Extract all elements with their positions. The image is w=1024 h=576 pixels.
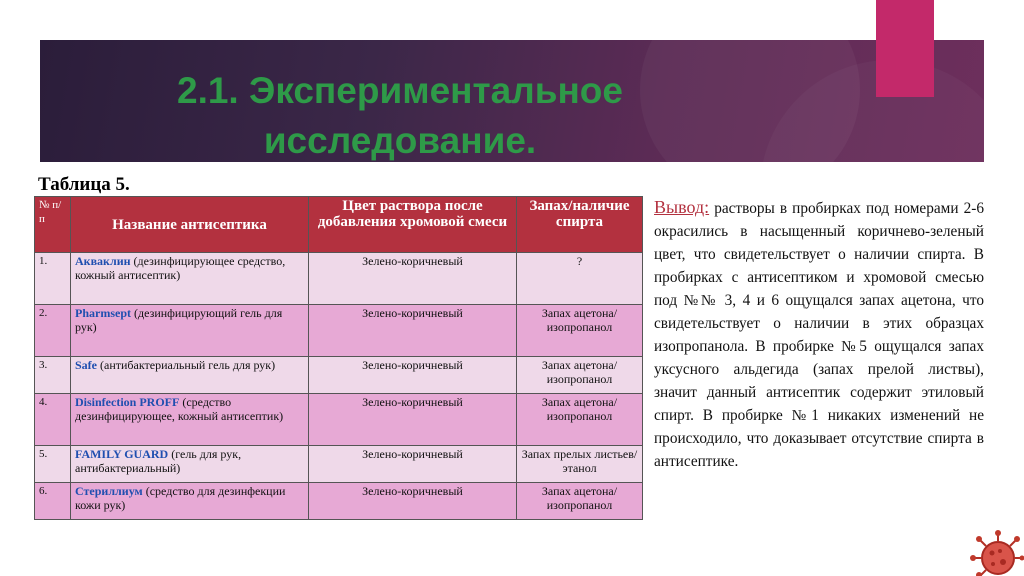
row-num: 3. <box>35 357 71 394</box>
table-caption: Таблица 5. <box>38 174 130 195</box>
row-color: Зелено-коричневый <box>309 483 517 520</box>
row-name <box>71 253 309 305</box>
brand-name: Pharmsept <box>75 306 131 320</box>
header-num: № п/п <box>35 197 71 253</box>
table-row <box>35 394 643 446</box>
table-row <box>35 357 643 394</box>
row-color: Зелено-коричневый <box>309 357 517 394</box>
row-num: 6. <box>35 483 71 520</box>
row-smell: ? <box>517 253 643 305</box>
brand-desc: (гель для рук, антибактериальный) <box>75 447 242 475</box>
row-smell: Запах ацетона/изопропанол <box>517 394 643 446</box>
brand-desc: (антибактериальный гель для рук) <box>97 358 276 372</box>
row-name <box>71 483 309 520</box>
row-num: 5. <box>35 446 71 483</box>
conclusion-lead: Вывод: <box>654 197 710 217</box>
table-row <box>35 446 643 483</box>
row-name <box>71 305 309 357</box>
row-num: 2. <box>35 305 71 357</box>
table-row <box>35 305 643 357</box>
row-smell: Запах ацетона/изопропанол <box>517 357 643 394</box>
header-name: Название антисептика <box>71 197 309 253</box>
header-color: Цвет раствора после добавления хромовой смеси <box>309 197 517 253</box>
results-table <box>34 196 643 520</box>
row-num: 4. <box>35 394 71 446</box>
slide-title-line1: 2.1. Экспериментальное <box>177 70 623 111</box>
row-name <box>71 357 309 394</box>
row-color: Зелено-коричневый <box>309 446 517 483</box>
slide-title-line2: исследование. <box>263 120 537 161</box>
brand-name: Disinfection PROFF <box>75 395 180 409</box>
brand-desc: (средство для дезинфекции кожи рук) <box>75 484 286 512</box>
row-color: Зелено-коричневый <box>309 253 517 305</box>
brand-desc: (средство дезинфицирующее, кожный антисептик) <box>75 395 284 423</box>
table-row <box>35 253 643 305</box>
virus-icon <box>964 520 1024 576</box>
row-color: Зелено-коричневый <box>309 394 517 446</box>
table-row <box>35 483 643 520</box>
brand-name: Акваклин <box>75 254 131 268</box>
row-name <box>71 446 309 483</box>
row-num: 1. <box>35 253 71 305</box>
brand-name: Стериллиум <box>75 484 143 498</box>
brand-name: Safe <box>75 358 97 372</box>
accent-bar <box>876 0 934 97</box>
slide-title <box>40 66 760 166</box>
conclusion-text <box>654 196 984 473</box>
brand-name: FAMILY GUARD <box>75 447 169 461</box>
brand-desc: (дезинфицирующий гель для рук) <box>75 306 283 334</box>
row-color: Зелено-коричневый <box>309 305 517 357</box>
row-name <box>71 394 309 446</box>
header-smell: Запах/наличие спирта <box>517 197 643 253</box>
conclusion-body: растворы в пробирках под номерами 2-6 окрасились в насыщенный коричнево-зеленый цвет, что свидетельствует о наличии спирта. В пробирках с антисептиком и хромовой смесью под №№ 3, 4 и 6 ощущался запах ацетона, что свидетельствует о наличии в этих образцах изопропанола. В пробирке №5 ощущался запах уксусного альдегида (запах прелой листвы), значит данный антисептик содержит этиловый спирт. В пробирке №1 никаких изменений не происходило, что доказывает отсутствие спирта в антисептике. <box>654 200 984 470</box>
row-smell: Запах ацетона/изопропанол <box>517 305 643 357</box>
brand-desc: (дезинфицирующее средство, кожный антисептик) <box>75 254 286 282</box>
row-smell: Запах ацетона/изопропанол <box>517 483 643 520</box>
row-smell: Запах прелых листьев/этанол <box>517 446 643 483</box>
